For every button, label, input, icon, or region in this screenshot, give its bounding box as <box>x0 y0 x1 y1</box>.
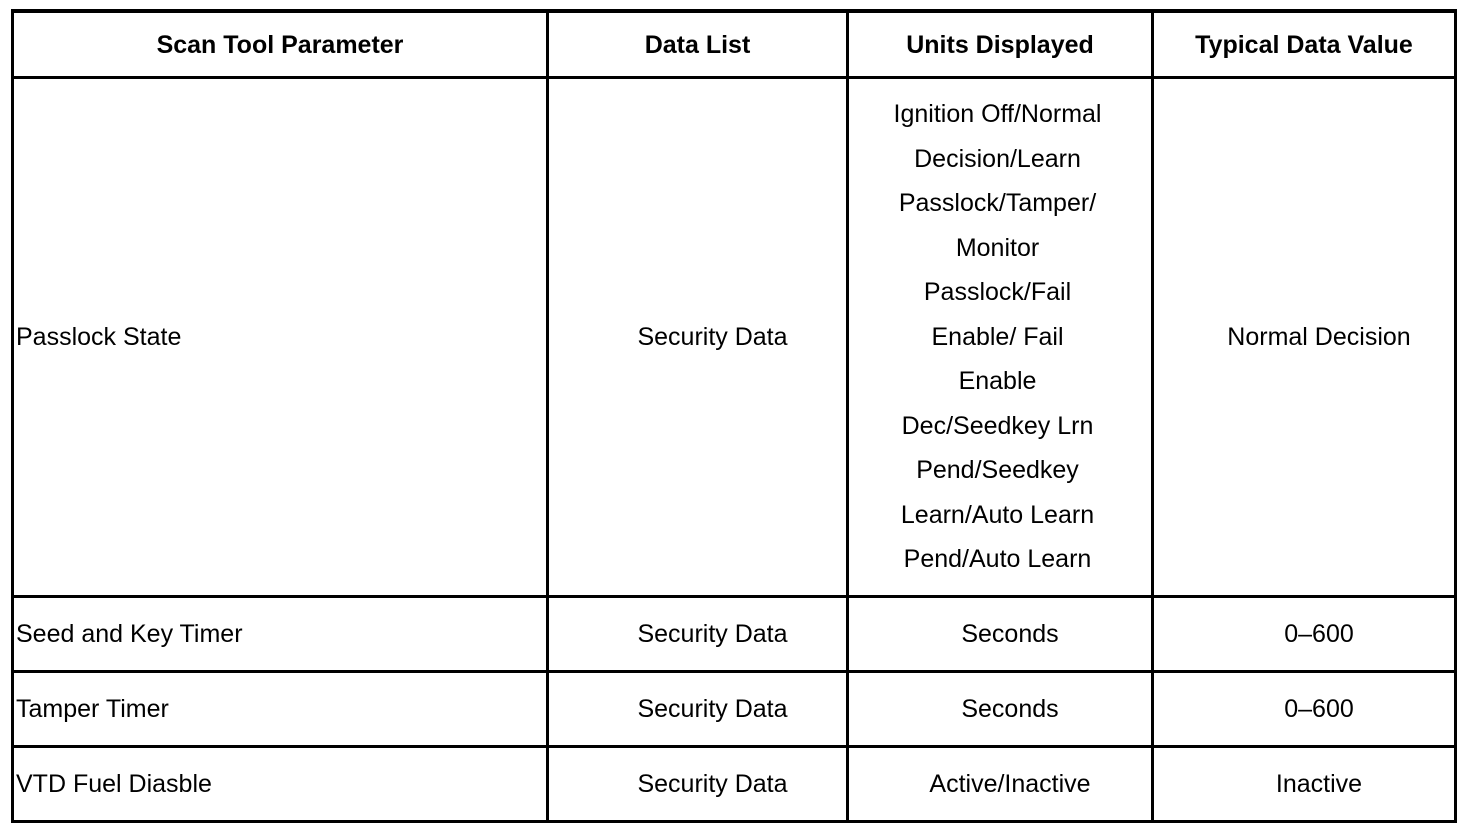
cell-units <box>848 78 1153 597</box>
units-line: Enable/ Fail <box>931 322 1064 351</box>
units-line: Pend/Seedkey <box>916 456 1079 485</box>
cell-parameter: Seed and Key Timer <box>13 597 548 672</box>
cell-units: Active/Inactive <box>848 747 1153 822</box>
table-row <box>13 78 1456 597</box>
cell-units: Seconds <box>848 597 1153 672</box>
cell-data-list: Security Data <box>548 672 848 747</box>
units-line: Monitor <box>955 233 1040 262</box>
scan-tool-data-table <box>11 9 1454 823</box>
units-line: Decision/Learn <box>914 144 1081 173</box>
table-header-row <box>13 11 1456 78</box>
cell-typical-value: 0–600 <box>1153 672 1456 747</box>
header-typical-data-value: Typical Data Value <box>1153 11 1456 78</box>
cell-typical-value: Normal Decision <box>1153 78 1456 597</box>
cell-data-list: Security Data <box>548 747 848 822</box>
table-row <box>13 747 1456 822</box>
header-units-displayed: Units Displayed <box>848 11 1153 78</box>
units-line: Enable <box>958 367 1037 396</box>
cell-parameter: Passlock State <box>13 78 548 597</box>
cell-typical-value: Inactive <box>1153 747 1456 822</box>
header-scan-tool-parameter: Scan Tool Parameter <box>13 11 548 78</box>
units-line: Passlock/Fail <box>923 278 1072 307</box>
units-line: Pend/Auto Learn <box>903 545 1092 574</box>
header-data-list: Data List <box>548 11 848 78</box>
units-line: Dec/Seedkey Lrn <box>901 411 1094 440</box>
cell-parameter: VTD Fuel Diasble <box>13 747 548 822</box>
units-list <box>869 92 1151 582</box>
table-row <box>13 597 1456 672</box>
cell-data-list: Security Data <box>548 78 848 597</box>
units-line: Learn/Auto Learn <box>900 500 1095 529</box>
cell-units: Seconds <box>848 672 1153 747</box>
cell-parameter: Tamper Timer <box>13 672 548 747</box>
units-line: Passlock/Tamper/ <box>898 189 1097 218</box>
table-row <box>13 672 1456 747</box>
units-line: Ignition Off/Normal <box>893 100 1102 129</box>
cell-typical-value: 0–600 <box>1153 597 1456 672</box>
cell-data-list: Security Data <box>548 597 848 672</box>
